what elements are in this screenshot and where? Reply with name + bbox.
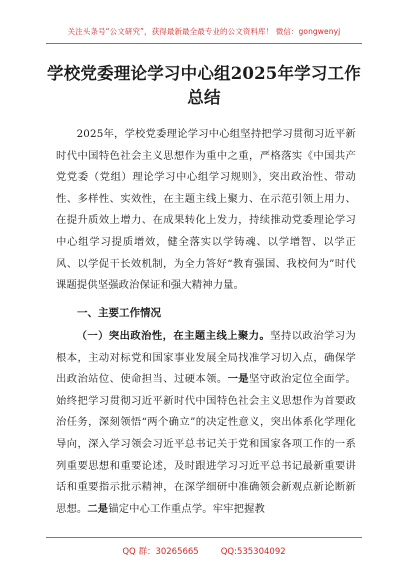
- footer-contacts: [0, 545, 408, 557]
- header-banner: 关注头条号“公文研究”，获得最新最全最专业的公文资料库！ 微信：gongwenyj: [67, 27, 341, 36]
- footer-qq: QQ:535304092: [220, 547, 286, 557]
- subsection-text-a: 坚持以政治学习为根本，主动对标党和国家事业发展全局找准学习切入点，确保学出政治站位、使命担当、过硬本领。: [56, 330, 357, 386]
- header-divider: [46, 43, 362, 44]
- subsection-paragraph-1: [56, 326, 356, 520]
- document-title: 学校党委理论学习中心组2025年学习工作总结: [47, 64, 361, 107]
- intro-paragraph: 2025年，学校党委理论学习中心组坚持把学习贯彻习近平新时代中国特色社会主义思想作为重中之重，严格落实《中国共产党党委（党组）理论学习中心组学习规则》，突出政治性、带动性、多样性、实效性，在主题主线上聚力、在示范引领上用力、在提升质效上增力、在成果转化上发力，持续推动党委理论学习中心组学习提质增效，健全落实以学铸魂、以学增智、以学正风、以学促干长效机制，为全力答好“教育强国、我校何为”时代课题提供坚强政治保证和强大精神力量。: [56, 128, 356, 292]
- point-marker-2: 二是: [87, 502, 109, 515]
- section-heading-main-work: 一、主要工作情况: [77, 307, 161, 319]
- point-marker-1: 一是: [227, 373, 250, 386]
- subsection-text-b: 坚守政治定位全面学。始终把学习贯彻习近平新时代中国特色社会主义思想作为首要政治任务，深刻领悟“两个确立”的决定性意义，突出体系化学理化导向，深入学习领会习近平总书记关于党和国家各项工作的一系列重要思想和重要论述，及时跟进学习习近平总书记最新重要讲话和重要指示批示精神，在深学细研中准确领会新观点新论断新思想。: [56, 373, 356, 515]
- subsection-text-c: 锚定中心工作重点学。牢牢把握教: [108, 502, 265, 515]
- footer-qq-group: QQ 群：30265665: [122, 547, 199, 557]
- footer-divider: [46, 537, 362, 538]
- subsection-heading-1: （一）突出政治性，在主题主线上聚力。: [76, 330, 271, 342]
